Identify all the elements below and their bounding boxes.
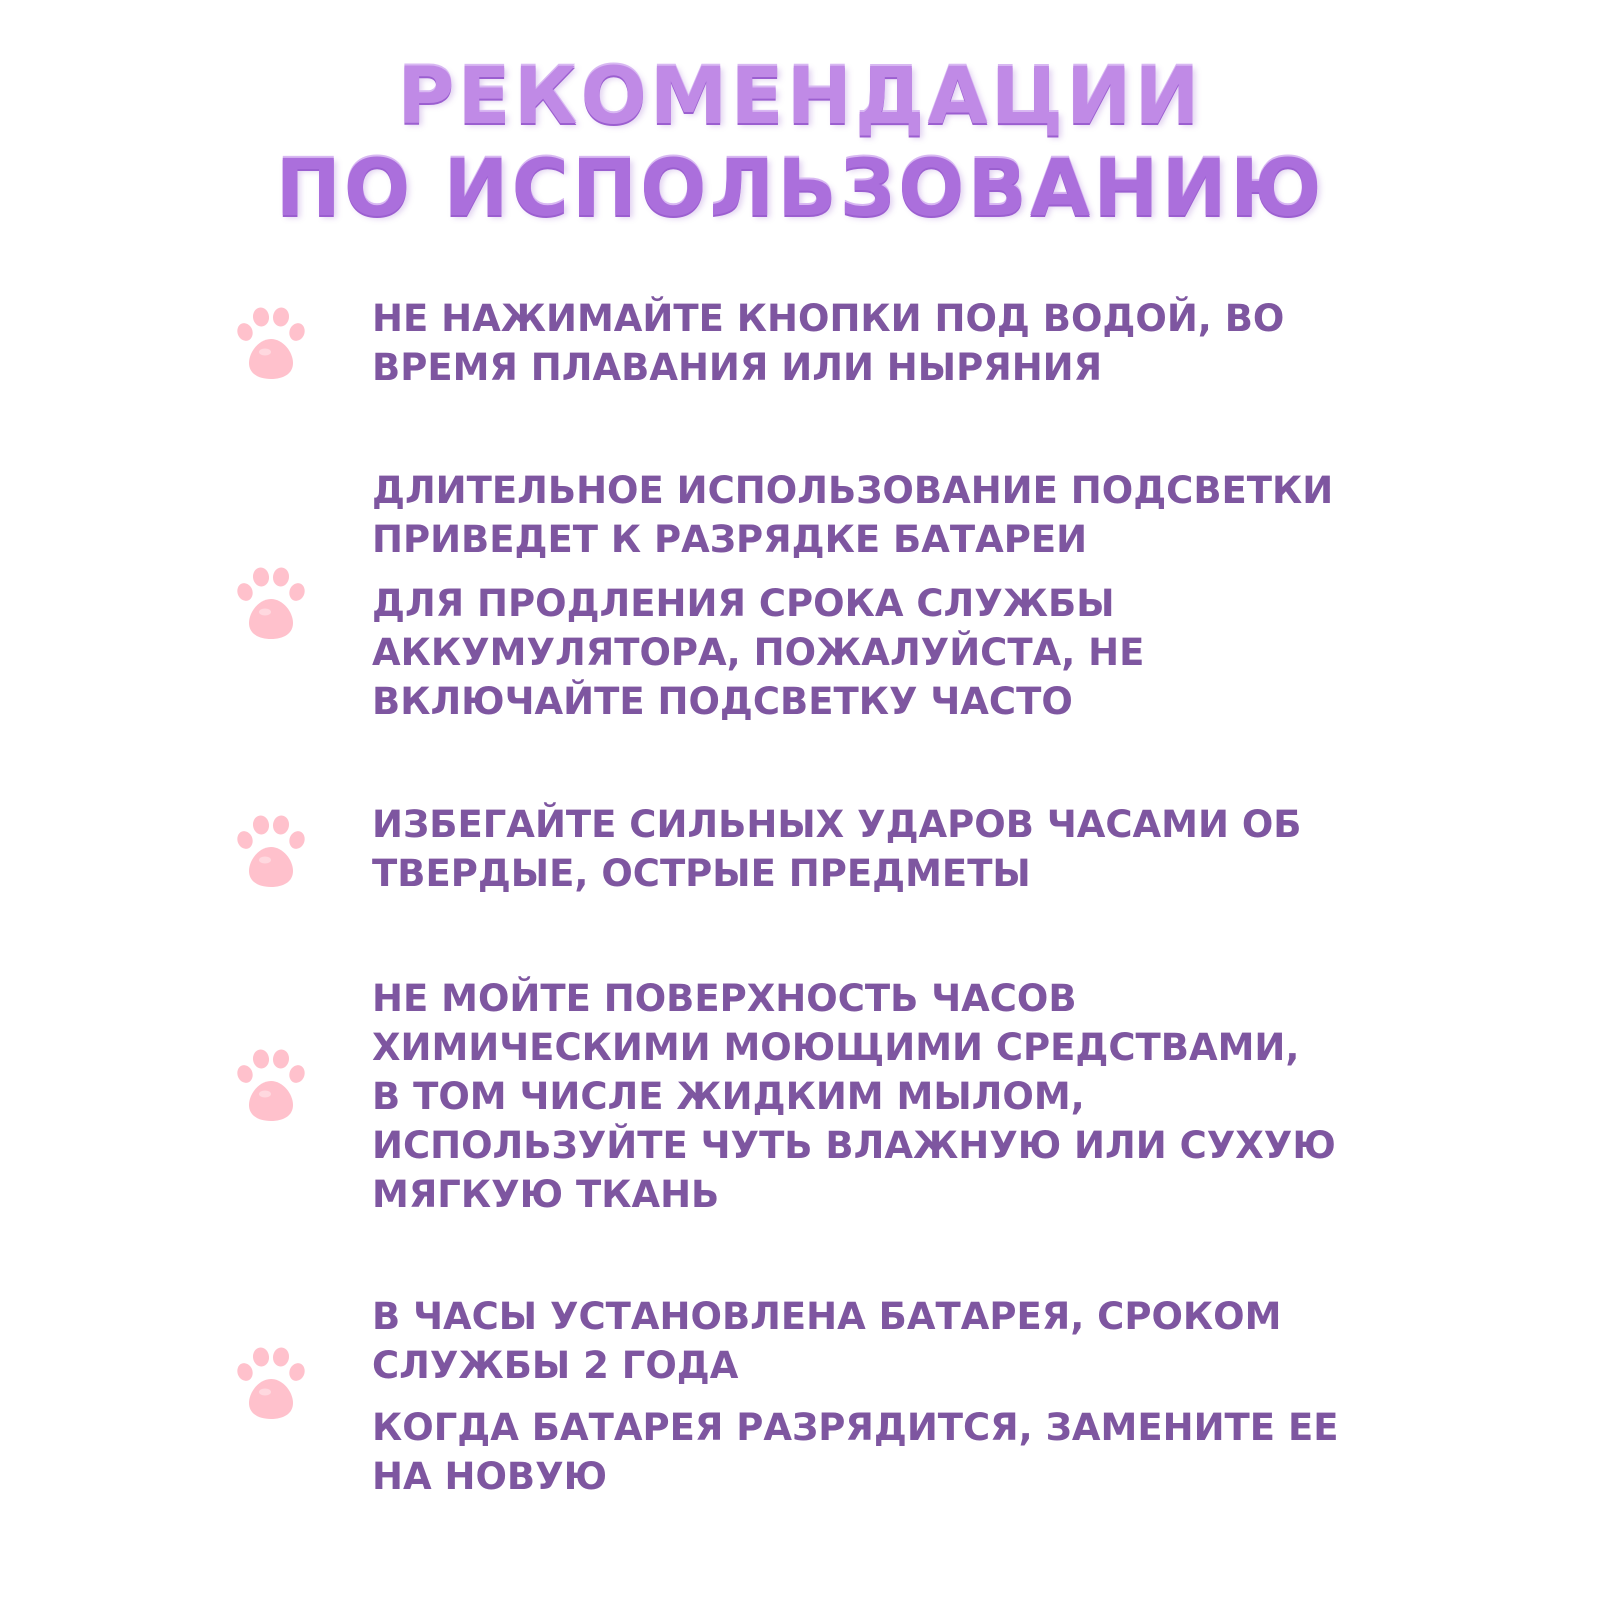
text-line: ИЗБЕГАЙТЕ СИЛЬНЫХ УДАРОВ ЧАСАМИ ОБ	[372, 803, 1302, 846]
text-line: НА НОВУЮ	[372, 1455, 608, 1498]
text-line: ВКЛЮЧАЙТЕ ПОДСВЕТКУ ЧАСТО	[372, 680, 1073, 723]
text-line: ТВЕРДЫЕ, ОСТРЫЕ ПРЕДМЕТЫ	[372, 852, 1031, 895]
text-line: ВРЕМЯ ПЛАВАНИЯ ИЛИ НЫРЯНИЯ	[372, 346, 1103, 389]
text-line: ДЛЯ ПРОДЛЕНИЯ СРОКА СЛУЖБЫ	[372, 582, 1115, 625]
paw-icon	[235, 814, 311, 890]
paw-icon	[235, 1048, 311, 1124]
text-line: МЯГКУЮ ТКАНЬ	[372, 1173, 720, 1216]
item-1-paragraph-1	[372, 294, 1572, 392]
text-line: СЛУЖБЫ 2 ГОДА	[372, 1344, 739, 1387]
text-line: АККУМУЛЯТОРА, ПОЖАЛУЙСТА, НЕ	[372, 631, 1145, 674]
paw-icon	[235, 1346, 311, 1422]
text-line: НЕ МОЙТЕ ПОВЕРХНОСТЬ ЧАСОВ	[372, 977, 1077, 1020]
page-title-line-2: ПО ИСПОЛЬЗОВАНИЮ	[275, 144, 1325, 234]
item-2-paragraph-2	[372, 579, 1572, 726]
item-4-paragraph-1	[372, 974, 1572, 1219]
text-line: В ТОМ ЧИСЛЕ ЖИДКИМ МЫЛОМ,	[372, 1075, 1085, 1118]
item-2-paragraph-1	[372, 466, 1572, 564]
paw-icon	[235, 566, 311, 642]
text-line: КОГДА БАТАРЕЯ РАЗРЯДИТСЯ, ЗАМЕНИТЕ ЕЕ	[372, 1406, 1339, 1449]
text-line: НЕ НАЖИМАЙТЕ КНОПКИ ПОД ВОДОЙ, ВО	[372, 297, 1285, 340]
text-line: ИСПОЛЬЗУЙТЕ ЧУТЬ ВЛАЖНУЮ ИЛИ СУХУЮ	[372, 1124, 1336, 1167]
paw-icon	[235, 306, 311, 382]
text-line: ХИМИЧЕСКИМИ МОЮЩИМИ СРЕДСТВАМИ,	[372, 1026, 1300, 1069]
text-line: ДЛИТЕЛЬНОЕ ИСПОЛЬЗОВАНИЕ ПОДСВЕТКИ	[372, 469, 1334, 512]
text-line: В ЧАСЫ УСТАНОВЛЕНА БАТАРЕЯ, СРОКОМ	[372, 1295, 1282, 1338]
item-3-paragraph-1	[372, 800, 1572, 898]
page-title-line-1: РЕКОМЕНДАЦИИ	[397, 52, 1203, 142]
text-line: ПРИВЕДЕТ К РАЗРЯДКЕ БАТАРЕИ	[372, 518, 1088, 561]
item-5-paragraph-1	[372, 1292, 1572, 1390]
item-5-paragraph-2	[372, 1403, 1572, 1501]
